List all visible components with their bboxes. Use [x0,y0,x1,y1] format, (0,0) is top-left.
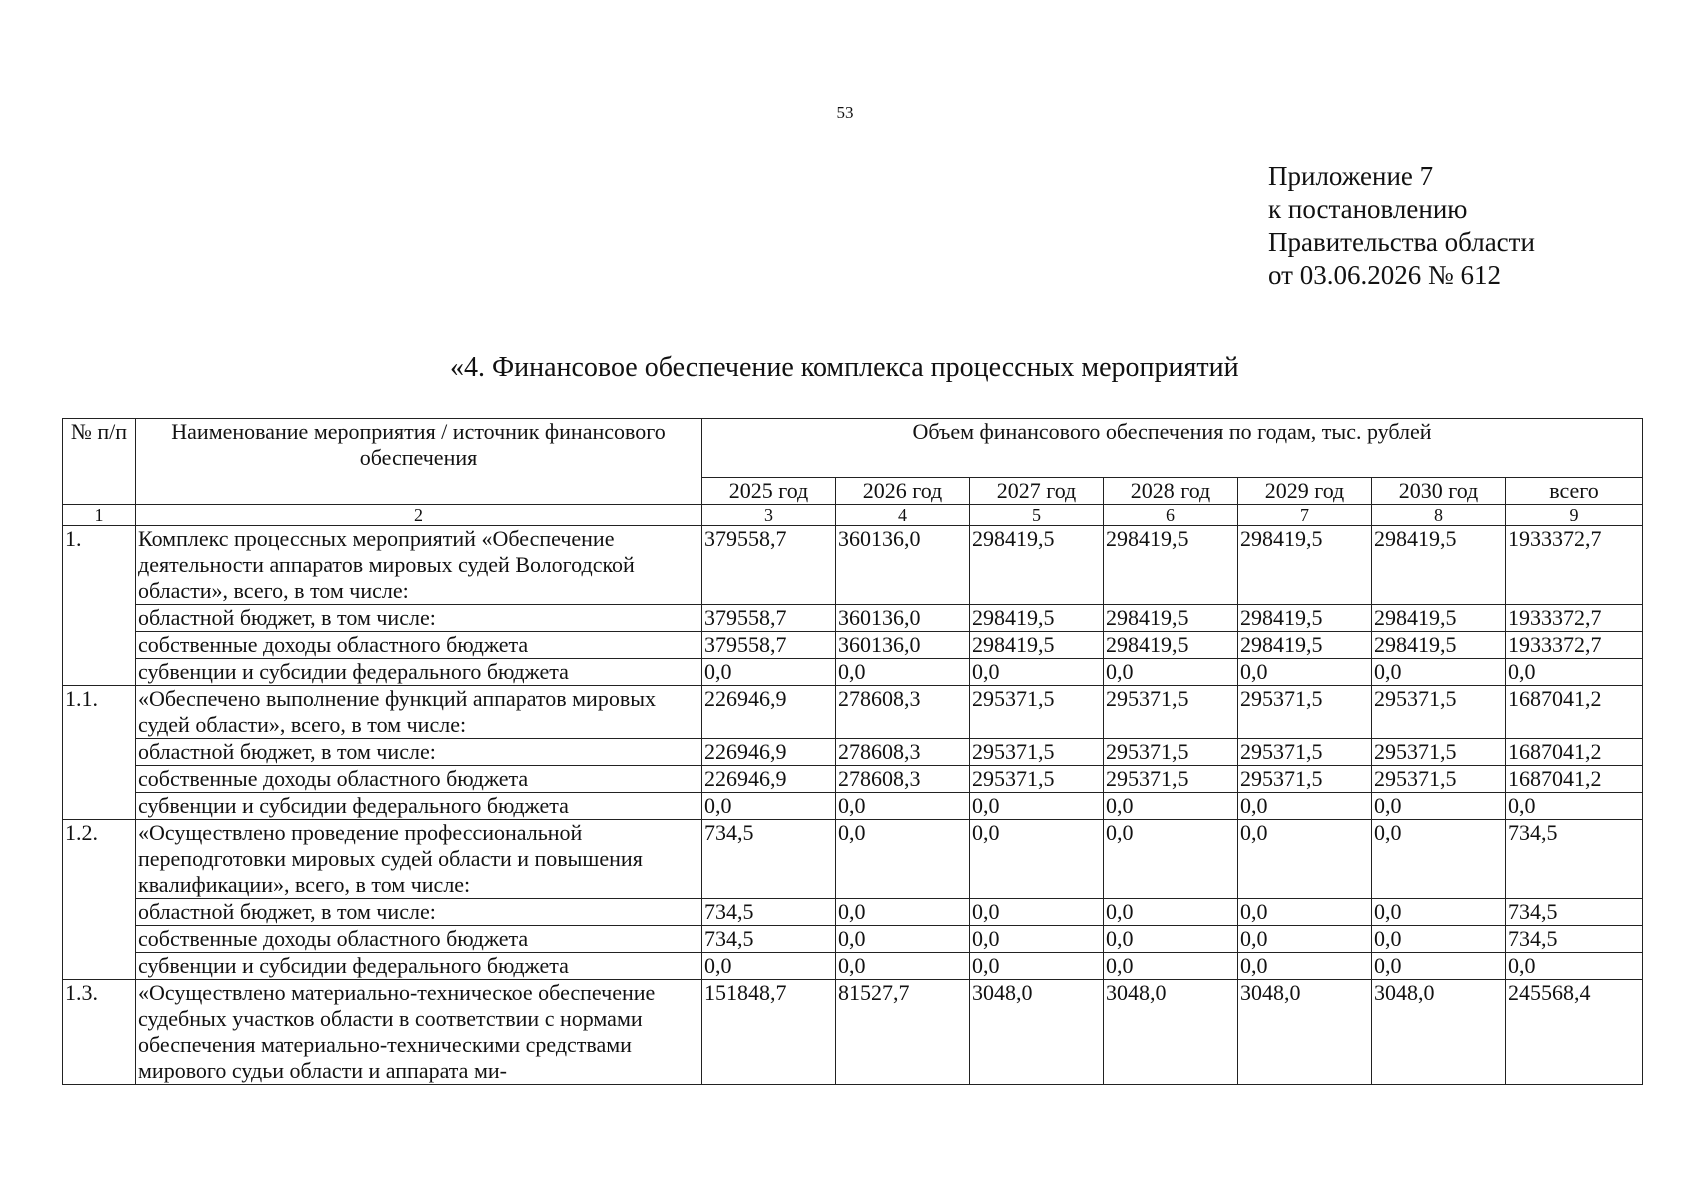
value-cell: 1933372,7 [1506,605,1643,632]
row-name: областной бюджет, в том числе: [136,739,702,766]
row-name: собственные доходы областного бюджета [136,926,702,953]
value-cell: 379558,7 [702,605,836,632]
value-cell: 0,0 [1104,926,1238,953]
value-cell: 734,5 [702,926,836,953]
value-cell: 0,0 [836,953,970,980]
value-cell: 0,0 [1372,926,1506,953]
column-index: 3 [702,505,836,526]
table-row [63,526,1643,605]
value-cell: 0,0 [1372,953,1506,980]
header-volume: Объем финансового обеспечения по годам, тыс. рублей [702,419,1643,478]
column-index: 9 [1506,505,1643,526]
value-cell: 298419,5 [970,526,1104,605]
value-cell: 0,0 [836,926,970,953]
value-cell: 298419,5 [1238,526,1372,605]
header-no: № п/п [63,419,136,505]
row-name: «Обеспечено выполнение функций аппаратов мировых судей области», всего, в том числе: [136,686,702,739]
value-cell: 3048,0 [1372,980,1506,1085]
header-name: Наименование мероприятия / источник финансового обеспечения [136,419,702,505]
appendix-block [1268,160,1535,292]
value-cell: 298419,5 [1238,605,1372,632]
value-cell: 0,0 [970,953,1104,980]
value-cell: 295371,5 [1104,766,1238,793]
value-cell: 0,0 [970,659,1104,686]
value-cell: 0,0 [702,659,836,686]
value-cell: 298419,5 [970,605,1104,632]
table-row [63,686,1643,739]
value-cell: 0,0 [836,820,970,899]
value-cell: 298419,5 [1104,632,1238,659]
value-cell: 295371,5 [1238,766,1372,793]
value-cell: 0,0 [1372,793,1506,820]
value-cell: 295371,5 [1238,739,1372,766]
header-year: всего [1506,478,1643,505]
appendix-line-2: к постановлению [1268,194,1468,224]
value-cell: 360136,0 [836,632,970,659]
value-cell: 298419,5 [1104,526,1238,605]
value-cell: 298419,5 [970,632,1104,659]
table-row [63,899,1643,926]
value-cell: 0,0 [970,926,1104,953]
value-cell: 0,0 [1104,820,1238,899]
value-cell: 0,0 [1372,820,1506,899]
table-row [63,659,1643,686]
column-index: 5 [970,505,1104,526]
row-number: 1. [63,526,136,686]
column-index: 2 [136,505,702,526]
value-cell: 298419,5 [1372,632,1506,659]
financing-table [62,418,1643,1085]
value-cell: 734,5 [1506,926,1643,953]
row-name: областной бюджет, в том числе: [136,605,702,632]
row-name: собственные доходы областного бюджета [136,766,702,793]
appendix-line-4: от 03.06.2026 № 612 [1268,260,1501,290]
row-name: «Осуществлено материально-техническое обеспечение судебных участков области в соответствии с нормами обеспечения материально-техническими средствами мирового судьи области и аппарата ми- [136,980,702,1085]
value-cell: 1687041,2 [1506,739,1643,766]
column-index: 6 [1104,505,1238,526]
value-cell: 0,0 [1104,899,1238,926]
value-cell: 0,0 [1506,659,1643,686]
value-cell: 298419,5 [1372,526,1506,605]
header-year: 2028 год [1104,478,1238,505]
table-row [63,632,1643,659]
document-title: «4. Финансовое обеспечение комплекса процессных мероприятий [450,352,1239,383]
value-cell: 0,0 [702,793,836,820]
value-cell: 295371,5 [970,739,1104,766]
value-cell: 298419,5 [1372,605,1506,632]
value-cell: 1933372,7 [1506,632,1643,659]
value-cell: 295371,5 [1372,686,1506,739]
value-cell: 379558,7 [702,526,836,605]
row-number: 1.3. [63,980,136,1085]
value-cell: 3048,0 [970,980,1104,1085]
value-cell: 295371,5 [1372,739,1506,766]
value-cell: 0,0 [836,659,970,686]
value-cell: 0,0 [1104,659,1238,686]
row-name: субвенции и субсидии федерального бюджета [136,659,702,686]
value-cell: 0,0 [1238,659,1372,686]
row-name: областной бюджет, в том числе: [136,899,702,926]
value-cell: 734,5 [1506,820,1643,899]
table-row [63,793,1643,820]
value-cell: 278608,3 [836,739,970,766]
column-index: 7 [1238,505,1372,526]
value-cell: 298419,5 [1104,605,1238,632]
value-cell: 295371,5 [1372,766,1506,793]
value-cell: 3048,0 [1238,980,1372,1085]
row-name: Комплекс процессных мероприятий «Обеспечение деятельности аппаратов мировых судей Вологодской области», всего, в том числе: [136,526,702,605]
value-cell: 0,0 [1104,953,1238,980]
header-year: 2025 год [702,478,836,505]
value-cell: 360136,0 [836,605,970,632]
value-cell: 226946,9 [702,739,836,766]
value-cell: 734,5 [702,899,836,926]
value-cell: 0,0 [1372,659,1506,686]
value-cell: 360136,0 [836,526,970,605]
table-row [63,953,1643,980]
value-cell: 0,0 [702,953,836,980]
value-cell: 295371,5 [1104,739,1238,766]
row-name: субвенции и субсидии федерального бюджета [136,953,702,980]
appendix-line-1: Приложение 7 [1268,161,1434,191]
value-cell: 0,0 [1372,899,1506,926]
value-cell: 0,0 [1238,793,1372,820]
page-number: 53 [836,103,854,122]
header-year: 2027 год [970,478,1104,505]
value-cell: 0,0 [1238,899,1372,926]
value-cell: 0,0 [1104,793,1238,820]
value-cell: 0,0 [970,820,1104,899]
value-cell: 81527,7 [836,980,970,1085]
table-row [63,926,1643,953]
value-cell: 0,0 [970,899,1104,926]
value-cell: 298419,5 [1238,632,1372,659]
row-name: «Осуществлено проведение профессиональной переподготовки мировых судей области и повышения квалификации», всего, в том числе: [136,820,702,899]
value-cell: 0,0 [1238,953,1372,980]
value-cell: 0,0 [1238,820,1372,899]
value-cell: 734,5 [702,820,836,899]
value-cell: 226946,9 [702,766,836,793]
value-cell: 0,0 [836,793,970,820]
value-cell: 0,0 [1238,926,1372,953]
header-year: 2029 год [1238,478,1372,505]
column-index: 1 [63,505,136,526]
value-cell: 0,0 [836,899,970,926]
value-cell: 0,0 [1506,953,1643,980]
value-cell: 295371,5 [970,766,1104,793]
value-cell: 295371,5 [970,686,1104,739]
value-cell: 226946,9 [702,686,836,739]
table-row [63,980,1643,1085]
row-number: 1.1. [63,686,136,820]
value-cell: 151848,7 [702,980,836,1085]
row-name: собственные доходы областного бюджета [136,632,702,659]
column-index: 8 [1372,505,1506,526]
table-row [63,820,1643,899]
table-row [63,766,1643,793]
value-cell: 734,5 [1506,899,1643,926]
table-row [63,739,1643,766]
table-row [63,605,1643,632]
value-cell: 295371,5 [1104,686,1238,739]
value-cell: 278608,3 [836,686,970,739]
value-cell: 0,0 [970,793,1104,820]
appendix-line-3: Правительства области [1268,227,1535,257]
header-year: 2030 год [1372,478,1506,505]
value-cell: 379558,7 [702,632,836,659]
value-cell: 3048,0 [1104,980,1238,1085]
value-cell: 278608,3 [836,766,970,793]
row-number: 1.2. [63,820,136,980]
header-year: 2026 год [836,478,970,505]
value-cell: 1933372,7 [1506,526,1643,605]
column-index: 4 [836,505,970,526]
value-cell: 1687041,2 [1506,766,1643,793]
value-cell: 245568,4 [1506,980,1643,1085]
value-cell: 0,0 [1506,793,1643,820]
row-name: субвенции и субсидии федерального бюджета [136,793,702,820]
value-cell: 295371,5 [1238,686,1372,739]
value-cell: 1687041,2 [1506,686,1643,739]
